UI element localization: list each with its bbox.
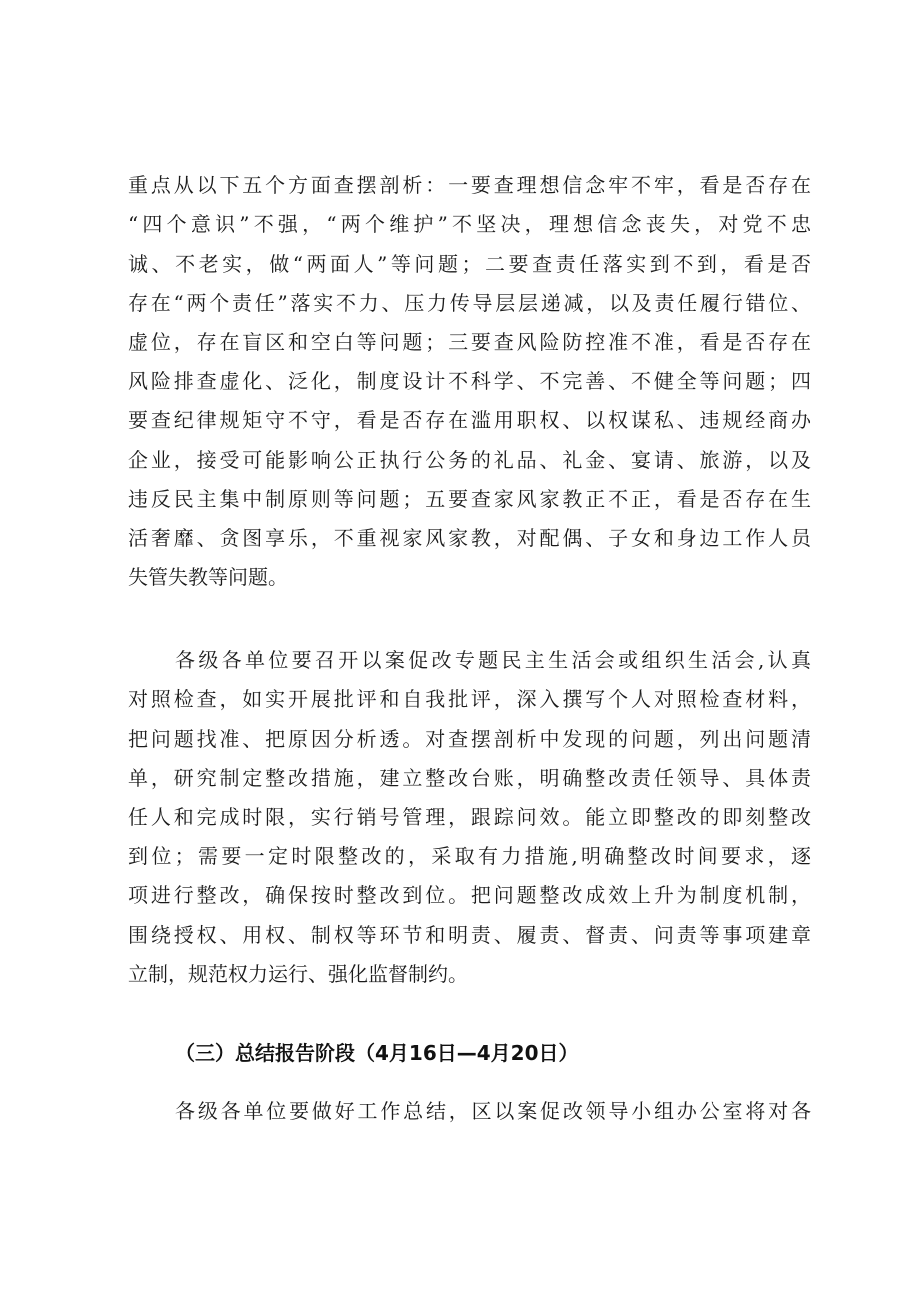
paragraph-line: “四个意识”不强，“两个维护”不坚决，理想信念丧失，对党不忠 [128, 212, 811, 236]
paragraph-line: 诚、不老实，做“两面人”等问题；二要查责任落实到不到，看是否 [128, 252, 811, 276]
paragraph-line: 存在“两个责任”落实不力、压力传导层层递减，以及责任履行错位、 [128, 291, 811, 315]
paragraph-line: 任人和完成时限，实行销号管理，跟踪问效。能立即整改的即刻整改 [128, 805, 811, 829]
paragraph-line: 项进行整改，确保按时整改到位。把问题整改成效上升为制度机制， [128, 883, 811, 907]
paragraph-line: 到位；需要一定时限整改的，采取有力措施,明确整改时间要求，逐 [128, 844, 811, 868]
paragraph-line: 围绕授权、用权、制权等环节和明责、履责、督责、问责等事项建章 [128, 923, 811, 947]
paragraph-line: 把问题找准、把原因分析透。对查摆剖析中发现的问题，列出问题清 [128, 727, 811, 751]
paragraph-line: 立制，规范权力运行、强化监督制约。 [128, 962, 468, 986]
paragraph-line: 违反民主集中制原则等问题；五要查家风家教正不正，看是否存在生 [128, 487, 811, 511]
paragraph-line: 失管失教等问题。 [128, 565, 288, 589]
paragraph-line: 重点从以下五个方面查摆剖析：一要查理想信念牢不牢，看是否存在 [128, 173, 811, 197]
paragraph-line: 要查纪律规矩守不守，看是否存在滥用职权、以权谋私、违规经商办 [128, 408, 811, 432]
paragraph-line: 虚位，存在盲区和空白等问题；三要查风险防控准不准，看是否存在 [128, 330, 811, 354]
paragraph-line: 企业，接受可能影响公正执行公务的礼品、礼金、宴请、旅游，以及 [128, 448, 811, 472]
paragraph-line: 活奢靡、贪图享乐，不重视家风家教，对配偶、子女和身边工作人员 [128, 526, 811, 550]
paragraph-line: 单，研究制定整改措施，建立整改台账，明确整改责任领导、具体责 [128, 766, 811, 790]
paragraph-line: 对照检查，如实开展批评和自我批评，深入撰写个人对照检查材料， [128, 687, 811, 711]
paragraph-line: 各级各单位要召开以案促改专题民主生活会或组织生活会,认真 [175, 648, 811, 672]
paragraph-line: 各级各单位要做好工作总结，区以案促改领导小组办公室将对各 [175, 1099, 811, 1123]
section-heading: （三）总结报告阶段（4月16日—4月20日） [175, 1041, 579, 1065]
paragraph-line: 风险排查虚化、泛化，制度设计不科学、不完善、不健全等问题；四 [128, 369, 811, 393]
